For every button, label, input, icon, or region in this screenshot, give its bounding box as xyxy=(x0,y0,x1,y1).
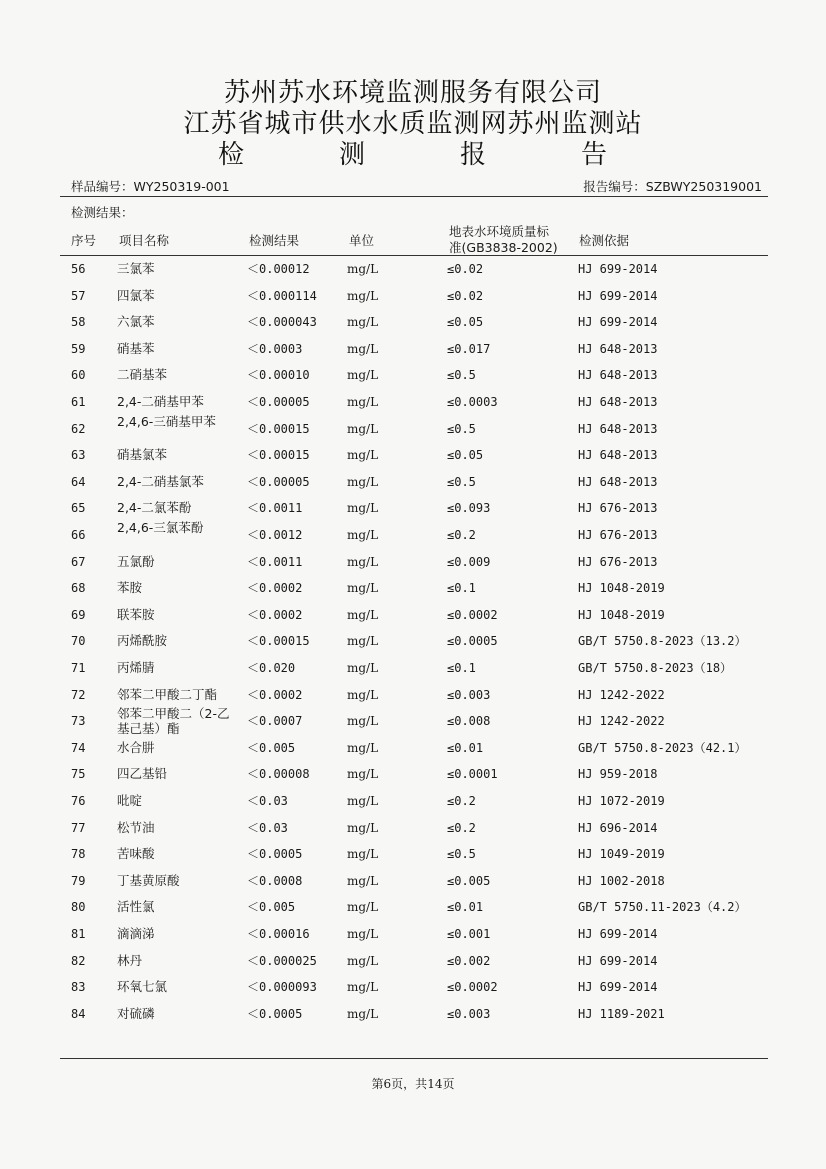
cell-unit: mg/L xyxy=(347,554,379,569)
cell-no: 79 xyxy=(71,873,86,888)
cell-standard: ≤0.017 xyxy=(447,341,491,356)
footer-page-number: 6 xyxy=(383,1077,392,1091)
table-row xyxy=(0,575,826,602)
cell-name: 三氯苯 xyxy=(117,261,155,276)
cell-no: 77 xyxy=(71,820,86,835)
cell-basis: HJ 1189-2021 xyxy=(578,1006,665,1021)
cell-basis: HJ 1049-2019 xyxy=(578,847,665,862)
cell-standard: ≤0.0005 xyxy=(447,634,498,649)
cell-name: 硝基氯苯 xyxy=(117,447,168,463)
cell-basis: HJ 1048-2019 xyxy=(578,581,665,596)
report-title-char: 报 xyxy=(459,140,487,170)
bottom-divider xyxy=(60,1058,768,1059)
cell-result: ＜0.0002 xyxy=(247,687,303,702)
col-header-unit: 单位 xyxy=(349,233,375,248)
cell-basis: HJ 699-2014 xyxy=(578,315,658,330)
cell-unit: mg/L xyxy=(347,953,379,968)
cell-no: 66 xyxy=(71,528,86,542)
cell-result: ＜0.00005 xyxy=(247,395,310,409)
table-row xyxy=(0,256,826,283)
cell-no: 83 xyxy=(71,980,86,995)
cell-result: ＜0.000114 xyxy=(247,288,317,303)
cell-result: ＜0.005 xyxy=(247,740,296,755)
cell-result: ＜0.00005 xyxy=(247,474,310,489)
cell-standard: ≤0.1 xyxy=(447,661,476,675)
cell-result: ＜0.00010 xyxy=(247,368,310,383)
cell-standard: ≤0.003 xyxy=(447,687,491,702)
cell-unit: mg/L xyxy=(347,927,379,941)
cell-no: 74 xyxy=(71,740,86,755)
cell-basis: HJ 959-2018 xyxy=(578,767,658,782)
cell-result: ＜0.0011 xyxy=(247,501,303,516)
cell-standard: ≤0.01 xyxy=(447,740,484,755)
cell-unit: mg/L xyxy=(347,847,379,862)
cell-unit: mg/L xyxy=(347,794,379,808)
footer-mid: 页，共 xyxy=(391,1077,428,1091)
cell-unit: mg/L xyxy=(347,980,379,995)
cell-name: 松节油 xyxy=(117,819,155,835)
cell-result: ＜0.000025 xyxy=(247,953,317,968)
cell-basis: GB/T 5750.8-2023（18） xyxy=(578,661,733,675)
cell-unit: mg/L xyxy=(347,740,379,755)
table-row xyxy=(0,413,826,443)
cell-no: 71 xyxy=(71,661,86,675)
table-row xyxy=(0,788,826,815)
cell-name: 2,4,6-三硝基甲苯 xyxy=(117,413,216,429)
cell-result: ＜0.020 xyxy=(247,661,296,675)
cell-result: ＜0.0005 xyxy=(247,847,303,862)
cell-result: ＜0.00008 xyxy=(247,767,310,782)
table-row xyxy=(0,469,826,496)
table-row xyxy=(0,283,826,310)
cell-no: 65 xyxy=(71,501,86,516)
table-row xyxy=(0,815,826,842)
cell-standard: ≤0.5 xyxy=(447,368,476,383)
cell-name: 四氯苯 xyxy=(117,287,155,303)
cell-standard: ≤0.0001 xyxy=(447,767,498,782)
cell-standard: ≤0.05 xyxy=(447,315,484,330)
cell-unit: mg/L xyxy=(347,288,379,303)
company-title: 苏州苏水环境监测服务有限公司 xyxy=(223,78,602,108)
cell-standard: ≤0.5 xyxy=(447,474,476,489)
cell-result: ＜0.03 xyxy=(247,820,288,835)
cell-standard: ≤0.02 xyxy=(447,262,484,276)
cell-unit: mg/L xyxy=(347,767,379,782)
col-header-name: 项目名称 xyxy=(119,233,170,248)
cell-unit: mg/L xyxy=(347,448,379,463)
cell-name: 邻苯二甲酸二（2-乙基己基）酯 xyxy=(117,706,230,737)
table-row xyxy=(0,868,826,895)
cell-no: 59 xyxy=(71,341,86,356)
cell-standard: ≤0.0003 xyxy=(447,395,498,409)
cell-unit: mg/L xyxy=(347,1006,379,1021)
cell-unit: mg/L xyxy=(347,661,379,675)
cell-unit: mg/L xyxy=(347,395,379,409)
cell-standard: ≤0.5 xyxy=(447,421,476,436)
cell-basis: HJ 648-2013 xyxy=(578,421,658,436)
cell-unit: mg/L xyxy=(347,581,379,596)
cell-name: 六氯苯 xyxy=(117,314,155,330)
cell-standard: ≤0.009 xyxy=(447,554,491,569)
cell-unit: mg/L xyxy=(347,474,379,489)
report-number: 报告编号：SZBWY250319001 xyxy=(583,179,762,194)
cell-basis: HJ 699-2014 xyxy=(578,288,658,303)
cell-no: 60 xyxy=(71,368,86,383)
cell-unit: mg/L xyxy=(347,873,379,888)
cell-standard: ≤0.01 xyxy=(447,900,484,915)
cell-result: ＜0.0005 xyxy=(247,1006,303,1021)
cell-no: 72 xyxy=(71,687,86,702)
cell-standard: ≤0.002 xyxy=(447,953,491,968)
cell-unit: mg/L xyxy=(347,634,379,649)
cell-standard: ≤0.2 xyxy=(447,794,476,808)
col-header-basis: 检测依据 xyxy=(579,233,630,248)
cell-basis: GB/T 5750.11-2023（4.2） xyxy=(578,900,747,915)
cell-standard: ≤0.001 xyxy=(447,927,491,941)
cell-standard: ≤0.0002 xyxy=(447,980,498,995)
cell-name: 丙烯腈 xyxy=(117,660,155,675)
cell-no: 56 xyxy=(71,262,86,276)
table-header xyxy=(0,222,826,256)
cell-no: 61 xyxy=(71,395,86,409)
table-row xyxy=(0,309,826,336)
cell-standard: ≤0.0002 xyxy=(447,607,498,622)
cell-name: 2,4-二硝基甲苯 xyxy=(117,394,204,409)
cell-unit: mg/L xyxy=(347,528,379,542)
report-title-char: 告 xyxy=(580,140,608,170)
cell-no: 81 xyxy=(71,927,86,941)
cell-no: 68 xyxy=(71,581,86,596)
cell-name: 2,4-二氯苯酚 xyxy=(117,500,192,516)
cell-result: ＜0.005 xyxy=(247,900,296,915)
cell-standard: ≤0.008 xyxy=(447,714,491,729)
cell-name: 苯胺 xyxy=(117,580,143,596)
cell-basis: HJ 676-2013 xyxy=(578,501,658,516)
cell-name: 水合肼 xyxy=(117,739,155,755)
table-row xyxy=(0,735,826,762)
cell-name: 环氧七氯 xyxy=(117,979,168,995)
station-title: 江苏省城市供水水质监测网苏州监测站 xyxy=(183,109,643,139)
cell-no: 57 xyxy=(71,288,86,303)
cell-name: 二硝基苯 xyxy=(117,367,168,383)
cell-result: ＜0.00016 xyxy=(247,927,310,941)
cell-standard: ≤0.5 xyxy=(447,847,476,862)
cell-unit: mg/L xyxy=(347,687,379,702)
cell-basis: HJ 648-2013 xyxy=(578,395,658,409)
table-row xyxy=(0,602,826,629)
cell-no: 73 xyxy=(71,714,86,729)
cell-basis: HJ 648-2013 xyxy=(578,368,658,383)
page-footer xyxy=(0,1075,826,1092)
cell-basis: HJ 648-2013 xyxy=(578,448,658,463)
report-title-char: 检 xyxy=(217,140,245,170)
table-row xyxy=(0,628,826,655)
cell-basis: HJ 699-2014 xyxy=(578,262,658,276)
cell-unit: mg/L xyxy=(347,900,379,915)
cell-result: ＜0.000093 xyxy=(247,980,317,995)
table-row xyxy=(0,948,826,975)
cell-basis: GB/T 5750.8-2023（13.2） xyxy=(578,634,747,649)
cell-unit: mg/L xyxy=(347,714,379,729)
cell-standard: ≤0.05 xyxy=(447,448,484,463)
cell-result: ＜0.00012 xyxy=(247,262,310,276)
table-row xyxy=(0,1001,826,1028)
table-row xyxy=(0,495,826,522)
table-row xyxy=(0,442,826,469)
table-row xyxy=(0,362,826,389)
cell-no: 64 xyxy=(71,474,86,489)
cell-no: 78 xyxy=(71,847,86,862)
cell-standard: ≤0.093 xyxy=(447,501,491,516)
cell-result: ＜0.03 xyxy=(247,794,288,808)
footer-suffix: 页 xyxy=(442,1077,455,1091)
cell-no: 70 xyxy=(71,634,86,649)
cell-basis: HJ 1242-2022 xyxy=(578,687,665,702)
report-title-char: 测 xyxy=(338,140,366,170)
cell-result: ＜0.0002 xyxy=(247,607,303,622)
cell-result: ＜0.0011 xyxy=(247,554,303,569)
cell-name: 联苯胺 xyxy=(117,606,155,622)
cell-basis: HJ 648-2013 xyxy=(578,474,658,489)
cell-unit: mg/L xyxy=(347,607,379,622)
cell-result: ＜0.0007 xyxy=(247,714,303,729)
table-row xyxy=(0,549,826,576)
section-label: 检测结果： xyxy=(71,205,134,220)
cell-basis: HJ 699-2014 xyxy=(578,927,658,941)
cell-no: 82 xyxy=(71,953,86,968)
cell-basis: HJ 699-2014 xyxy=(578,980,658,995)
table-row xyxy=(0,682,826,709)
cell-no: 58 xyxy=(71,315,86,330)
cell-unit: mg/L xyxy=(347,315,379,330)
cell-result: ＜0.000043 xyxy=(247,315,317,330)
cell-name: 2,4,6-三氯苯酚 xyxy=(117,520,204,535)
cell-name: 滴滴涕 xyxy=(117,926,155,941)
col-header-result: 检测结果 xyxy=(249,233,300,248)
cell-result: ＜0.00015 xyxy=(247,448,310,463)
table-row xyxy=(0,708,826,735)
cell-basis: HJ 676-2013 xyxy=(578,528,658,542)
top-divider xyxy=(60,196,768,197)
cell-unit: mg/L xyxy=(347,421,379,436)
cell-basis: HJ 1072-2019 xyxy=(578,794,665,808)
cell-unit: mg/L xyxy=(347,262,379,276)
cell-name: 2,4-二硝基氯苯 xyxy=(117,473,204,489)
cell-unit: mg/L xyxy=(347,820,379,835)
cell-basis: HJ 676-2013 xyxy=(578,554,658,569)
sample-number: 样品编号：WY250319-001 xyxy=(71,179,230,194)
cell-name: 邻苯二甲酸二丁酯 xyxy=(117,686,218,702)
cell-result: ＜0.0012 xyxy=(247,528,303,542)
cell-result: ＜0.0008 xyxy=(247,873,303,888)
cell-name: 硝基苯 xyxy=(117,340,155,356)
cell-result: ＜0.0002 xyxy=(247,581,303,596)
cell-result: ＜0.00015 xyxy=(247,634,310,649)
cell-name: 苦味酸 xyxy=(117,846,155,862)
cell-name: 吡啶 xyxy=(117,793,143,808)
cell-standard: ≤0.005 xyxy=(447,873,491,888)
cell-basis: HJ 648-2013 xyxy=(578,341,658,356)
cell-standard: ≤0.02 xyxy=(447,288,484,303)
cell-no: 69 xyxy=(71,607,86,622)
col-header-standard-line1: 地表水环境质量标 xyxy=(449,224,550,239)
cell-name: 四乙基铅 xyxy=(117,766,168,782)
footer-page-total: 14 xyxy=(427,1077,443,1091)
cell-basis: HJ 1242-2022 xyxy=(578,714,665,729)
cell-no: 75 xyxy=(71,767,86,782)
table-row xyxy=(0,841,826,868)
cell-name: 丁基黄原酸 xyxy=(117,872,180,888)
cell-basis: HJ 1002-2018 xyxy=(578,873,665,888)
cell-name: 丙烯酰胺 xyxy=(117,633,168,649)
cell-no: 63 xyxy=(71,448,86,463)
cell-no: 62 xyxy=(71,421,86,436)
cell-no: 80 xyxy=(71,900,86,915)
table-row xyxy=(0,974,826,1001)
report-title xyxy=(0,139,826,171)
cell-no: 67 xyxy=(71,554,86,569)
cell-name: 对硫磷 xyxy=(117,1005,155,1021)
table-row xyxy=(0,522,826,549)
footer-prefix: 第 xyxy=(371,1077,384,1091)
cell-standard: ≤0.1 xyxy=(447,581,476,596)
cell-basis: GB/T 5750.8-2023（42.1） xyxy=(578,740,747,755)
cell-no: 76 xyxy=(71,794,86,808)
cell-unit: mg/L xyxy=(347,501,379,516)
table-row xyxy=(0,761,826,788)
cell-name: 林丹 xyxy=(117,952,143,968)
cell-result: ＜0.00015 xyxy=(247,421,310,436)
col-header-standard-line2: 准(GB3838-2002) xyxy=(449,240,558,255)
cell-name: 五氯酚 xyxy=(117,553,155,569)
cell-standard: ≤0.2 xyxy=(447,528,476,542)
cell-standard: ≤0.2 xyxy=(447,820,476,835)
table-row xyxy=(0,655,826,682)
cell-result: ＜0.0003 xyxy=(247,341,303,356)
cell-unit: mg/L xyxy=(347,341,379,356)
cell-basis: HJ 699-2014 xyxy=(578,953,658,968)
cell-basis: HJ 696-2014 xyxy=(578,820,658,835)
col-header-no: 序号 xyxy=(71,233,97,248)
cell-unit: mg/L xyxy=(347,368,379,383)
cell-standard: ≤0.003 xyxy=(447,1006,491,1021)
cell-basis: HJ 1048-2019 xyxy=(578,607,665,622)
cell-name: 活性氯 xyxy=(117,899,155,915)
cell-no: 84 xyxy=(71,1006,86,1021)
table-row xyxy=(0,389,826,416)
table-row xyxy=(0,894,826,921)
table-row xyxy=(0,921,826,948)
table-row xyxy=(0,336,826,363)
